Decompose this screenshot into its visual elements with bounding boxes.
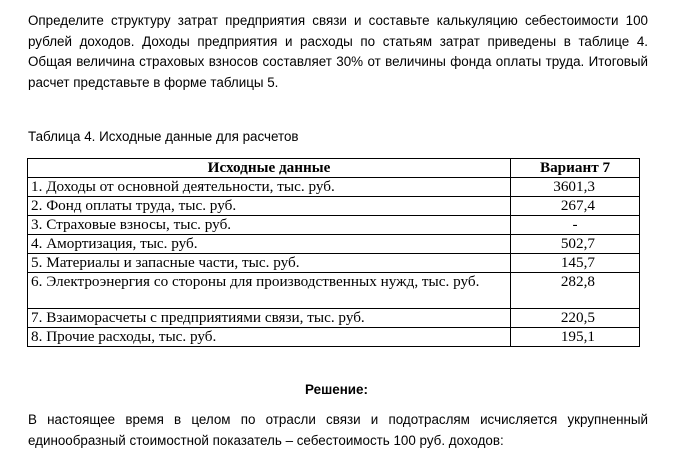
- row-label: 4. Амортизация, тыс. руб.: [28, 235, 511, 254]
- row-value: 502,7: [511, 235, 640, 254]
- table-row: [28, 254, 640, 273]
- row-value: 3601,3: [511, 178, 640, 197]
- task-line: представьте в форме таблицы 5.: [73, 74, 279, 90]
- row-label: 5. Материалы и запасные части, тыс. руб.: [28, 254, 511, 273]
- row-label: 1. Доходы от основной деятельности, тыс. руб.: [28, 178, 511, 197]
- row-value: 220,5: [511, 309, 640, 328]
- column-header-variant: Вариант 7: [511, 159, 640, 178]
- source-data-table: [27, 158, 640, 347]
- table-row: [28, 273, 640, 309]
- table-row: [28, 328, 640, 347]
- table-header-row: [28, 159, 640, 178]
- table-row: [28, 178, 640, 197]
- column-header-source-data: Исходные данные: [28, 159, 511, 178]
- row-label: 3. Страховые взносы, тыс. руб.: [28, 216, 511, 235]
- task-line: величина страховых взносов составляет 30% от величины фонда оплаты труда. Итоговый расчет: [28, 54, 648, 90]
- solution-line: В настоящее время в целом по отрасли связи и подотраслям исчисляется укрупненный: [28, 412, 648, 427]
- table-row: [28, 197, 640, 216]
- row-value: 145,7: [511, 254, 640, 273]
- row-label: 8. Прочие расходы, тыс. руб.: [28, 328, 511, 347]
- table-row: [28, 309, 640, 328]
- row-value: 267,4: [511, 197, 640, 216]
- row-value: -: [511, 216, 640, 235]
- table-row: [28, 235, 640, 254]
- row-label: 6. Электроэнергия со стороны для производственных нужд, тыс. руб.: [28, 273, 511, 309]
- table-row: [28, 216, 640, 235]
- row-value: 282,8: [511, 273, 640, 309]
- row-label: 7. Взаиморасчеты с предприятиями связи, тыс. руб.: [28, 309, 511, 328]
- table-caption: Таблица 4. Исходные данные для расчетов: [28, 129, 299, 144]
- solution-line: единообразный стоимостной показатель – себестоимость 100 руб. доходов:: [28, 432, 504, 448]
- task-paragraph: [28, 11, 648, 93]
- solution-heading: Решение:: [305, 382, 368, 397]
- task-line: рублей доходов. Доходы предприятия и расходы по статьям затрат приведены в таблице 4. Общая: [28, 33, 648, 70]
- solution-paragraph: [28, 410, 648, 451]
- task-line: Определите структуру затрат предприятия связи и составьте калькуляцию себестоимости 100: [28, 13, 648, 28]
- row-label: 2. Фонд оплаты труда, тыс. руб.: [28, 197, 511, 216]
- row-value: 195,1: [511, 328, 640, 347]
